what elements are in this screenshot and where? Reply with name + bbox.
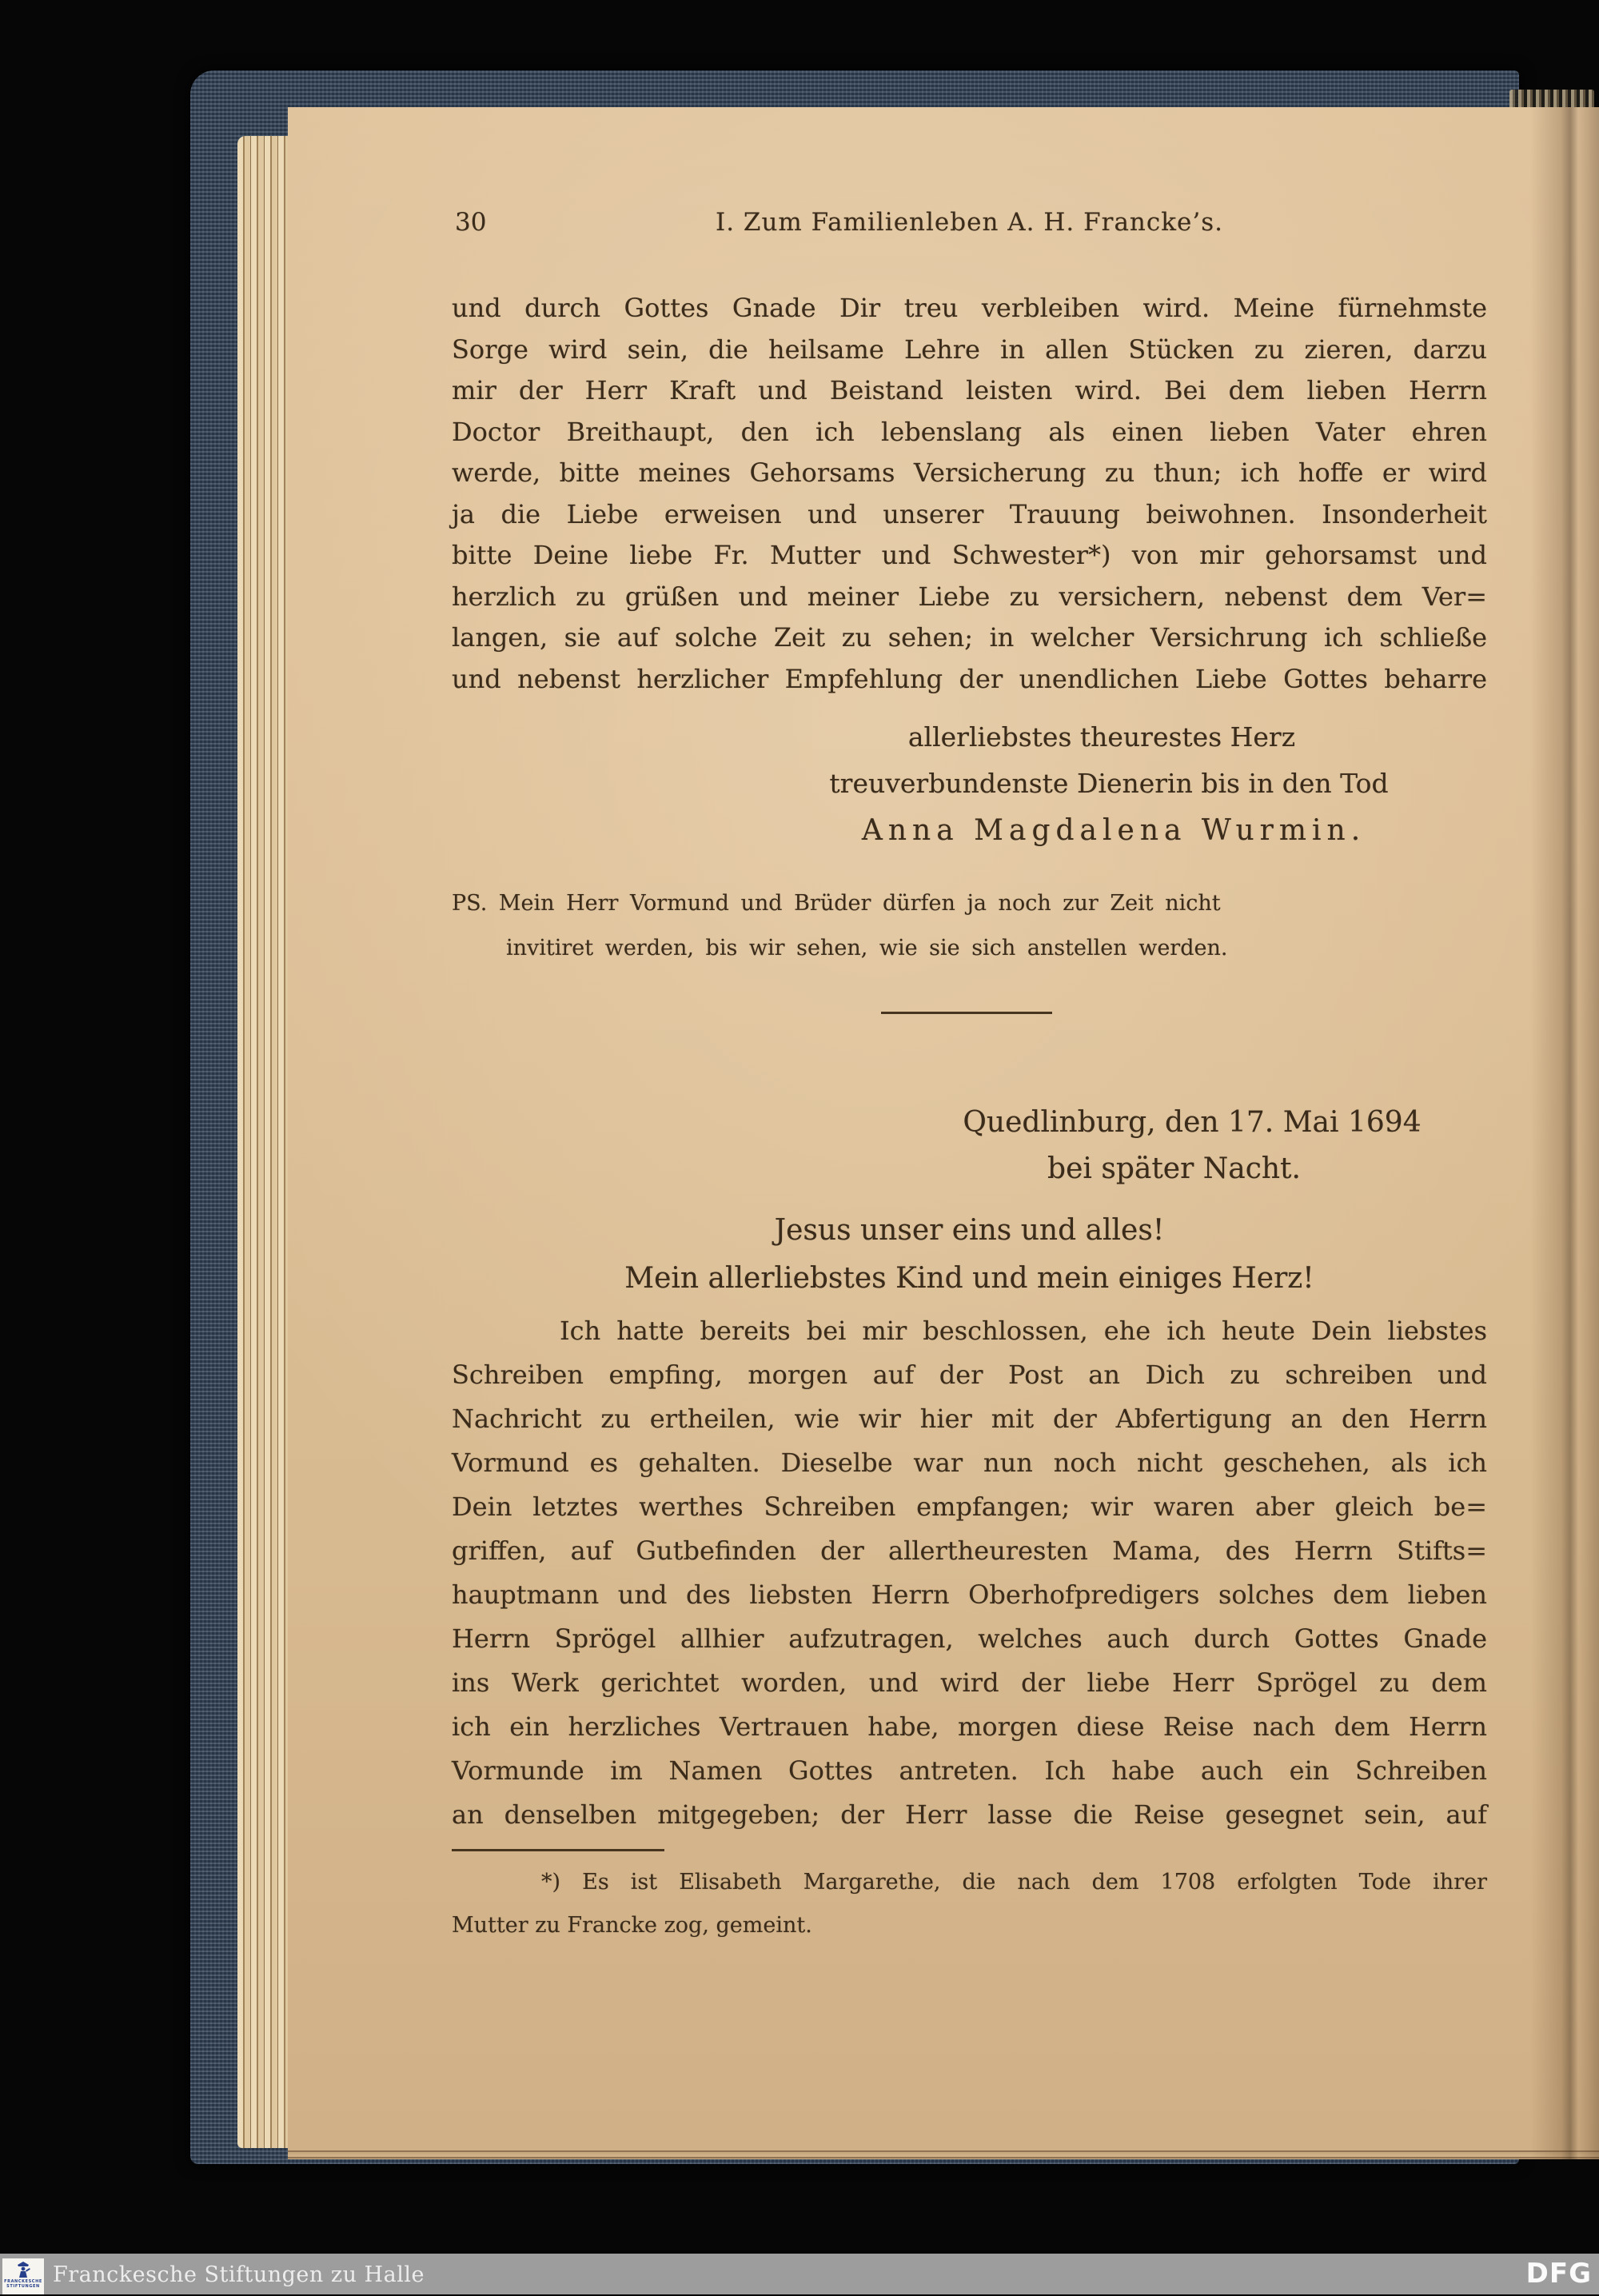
text-line: und durch Gottes Gnade Dir treu verbleiben wird. Meine fürnehmste	[452, 293, 1487, 323]
letter-signature: Anna Magdalena Wurmin.	[861, 814, 1366, 847]
text-line: mir der Herr Kraft und Beistand leisten wird. Bei dem lieben Herrn	[452, 375, 1487, 405]
postscript-line: invitiret werden, bis wir sehen, wie sie sich anstellen werden.	[506, 936, 1228, 960]
footnote-line: *) Es ist Elisabeth Margarethe, die nach dem 1708 erfolgten Tode ihrer	[541, 1870, 1487, 1895]
letter-body-paragraph-2	[452, 1309, 1487, 1837]
text-line: Doctor Breithaupt, den ich lebenslang als einen lieben Vater ehren	[452, 416, 1487, 447]
library-name: Franckesche Stiftungen zu Halle	[53, 2262, 425, 2287]
text-line: und nebenst herzlicher Empfehlung der unendlichen Liebe Gottes beharre	[452, 663, 1487, 694]
letter-salutation: Jesus unser eins und alles!	[774, 1214, 1165, 1247]
text-line: an denselben mitgegeben; der Herr lasse die Reise gesegnet sein, auf	[452, 1799, 1487, 1830]
postscript-line: PS. Mein Herr Vormund und Brüder dürfen ja noch zur Zeit nicht	[452, 891, 1221, 916]
text-line: herzlich zu grüßen und meiner Liebe zu versichern, nebenst dem Ver=	[452, 581, 1487, 612]
page-number: 30	[455, 208, 487, 237]
text-line: Ich hatte bereits bei mir beschlossen, ehe ich heute Dein liebstes	[560, 1316, 1487, 1346]
logo-caption-line: FRANCKESCHE	[4, 2279, 42, 2284]
text-line: hauptmann und des liebsten Herrn Oberhofpredigers solches dem lieben	[452, 1579, 1487, 1610]
chapter-title: I. Zum Familienleben A. H. Francke’s.	[715, 208, 1224, 237]
letter-closing-line: treuverbundenste Dienerin bis in den Tod	[829, 768, 1389, 799]
text-line: Nachricht zu ertheilen, wie wir hier mit der Abfertigung an den Herrn	[452, 1404, 1487, 1434]
text-line: Vormund es gehalten. Dieselbe war nun noch nicht geschehen, als ich	[452, 1447, 1487, 1478]
running-header	[452, 208, 1487, 242]
text-line: werde, bitte meines Gehorsams Versicherung zu thun; ich hoffe er wird	[452, 457, 1487, 488]
logo-caption-line: STIFTUNGEN	[6, 2284, 40, 2289]
viewer-footer-bar	[0, 2254, 1599, 2294]
text-line: Vormunde im Namen Gottes antreten. Ich habe auch ein Schreiben	[452, 1755, 1487, 1786]
franckesche-stiftungen-logo	[2, 2258, 44, 2294]
letter-dateline: bei später Nacht.	[1047, 1152, 1301, 1185]
text-line: griffen, auf Gutbefinden der allertheuresten Mama, des Herrn Stifts=	[452, 1535, 1487, 1566]
book-page	[288, 107, 1599, 2159]
footnote-rule	[452, 1849, 664, 1851]
letter-body-paragraph-1	[452, 288, 1487, 700]
letter-closing-line: allerliebstes theurestes Herz	[907, 721, 1296, 753]
text-line: langen, sie auf solche Zeit zu sehen; in welcher Versichrung ich schließe	[452, 622, 1487, 653]
text-line: Herrn Sprögel allhier aufzutragen, welches auch durch Gottes Gnade	[452, 1623, 1487, 1654]
text-line: Schreiben empfing, morgen auf der Post an Dich zu schreiben und	[452, 1360, 1487, 1390]
page-stack-edges	[237, 136, 290, 2148]
letter-salutation: Mein allerliebstes Kind und mein einiges Herz!	[624, 1262, 1314, 1295]
text-line: ja die Liebe erweisen und unserer Trauung beiwohnen. Insonderheit	[452, 498, 1487, 529]
franckesche-stiftungen-logo-icon	[15, 2261, 31, 2278]
logo-caption	[4, 2279, 42, 2289]
letter-dateline: Quedlinburg, den 17. Mai 1694	[963, 1106, 1422, 1139]
text-line: Sorge wird sein, die heilsame Lehre in allen Stücken zu zieren, darzu	[452, 333, 1487, 365]
text-line: ich ein herzliches Vertrauen habe, morgen diese Reise nach dem Herrn	[452, 1711, 1487, 1742]
text-line: Dein letztes werthes Schreiben empfangen; wir waren aber gleich be=	[452, 1491, 1487, 1522]
text-line: bitte Deine liebe Fr. Mutter und Schwester*) von mir gehorsamst und	[452, 540, 1487, 570]
dfg-logo: DFG	[1525, 2258, 1592, 2290]
page-content	[452, 107, 1487, 2159]
section-divider	[881, 1012, 1052, 1014]
footnote-line: Mutter zu Francke zog, gemeint.	[452, 1913, 812, 1938]
text-line: ins Werk gerichtet worden, und wird der liebe Herr Sprögel zu dem	[452, 1667, 1487, 1698]
